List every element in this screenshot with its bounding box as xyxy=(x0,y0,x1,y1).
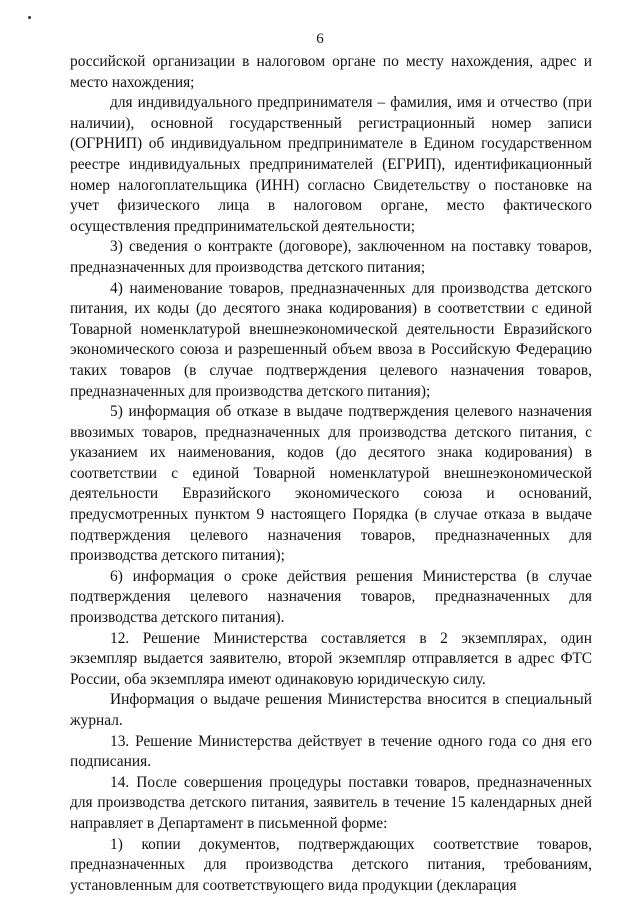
document-body xyxy=(70,52,592,896)
paragraph-clause-14-item-1: 1) копии документов, подтверждающих соответствие товаров, предназначенных для производства детского питания, требованиям, установленным для соответствующего вида продукции (декларация xyxy=(70,835,592,894)
paragraph-clause-13: 13. Решение Министерства действует в течение одного года со дня его подписания. xyxy=(70,732,592,771)
paragraph-clause-14: 14. После совершения процедуры поставки товаров, предназначенных для производства детского питания, заявитель в течение 15 календарных дней направляет в Департамент в письменной форме: xyxy=(70,773,592,832)
page-number: 6 xyxy=(316,31,324,47)
paragraph-item-3: 3) сведения о контракте (договоре), заключенном на поставку товаров, предназначенных для производства детского питания; xyxy=(70,238,592,276)
paragraph-item-4: 4) наименование товаров, предназначенных для производства детского питания, их коды (до десятого знака кодирования) в соответствии с единой Товарной номенклатурой внешнеэкономической деятельности Евразийского экономического союза и разрешенный объем ввоза в Российскую Федерацию таких товаров (в случае подтверждения целевого назначения товаров, предназначенных для производства детского питания); xyxy=(70,279,592,400)
paragraph-item-5: 5) информация об отказе в выдаче подтверждения целевого назначения ввозимых товаров, предназначенных для производства детского питания, с указанием их наименования, кодов (до десятого знака кодирования) в соответствии с единой Товарной номенклатурой внешнеэкономической деятельности Евразийского экономического союза и оснований, предусмотренных пунктом 9 настоящего Порядка (в случае отказа в выдаче подтверждения целевого назначения товаров, предназначенных для производства детского питания); xyxy=(70,403,592,565)
paragraph-clause-12: 12. Решение Министерства составляется в 2 экземплярах, один экземпляр выдается заявителю, второй экземпляр отправляется в адрес ФТС России, оба экземпляра имеют одинаковую юридическую силу. xyxy=(70,629,592,688)
paragraph-item-6: 6) информация о сроке действия решения Министерства (в случае подтверждения целевого назначения товаров, предназначенных для производства детского питания). xyxy=(70,567,592,627)
paragraph-journal-info: Информация о выдаче решения Министерства вносится в специальный журнал. xyxy=(70,691,592,729)
paragraph-continuation: российской организации в налоговом органе по месту нахождения, адрес и место нахождения; xyxy=(70,53,592,91)
scan-dot xyxy=(28,16,31,19)
paragraph-individual-entrepreneur: для индивидуального предпринимателя – фамилия, имя и отчество (при наличии), основной государственный регистрационный номер записи (ОГРНИП) об индивидуальном предпринимателе в Едином государственном реестре индивидуальных предпринимателей (ЕГРИП), идентификационный номер налогоплательщика (ИНН) согласно Свидетельству о постановке на учет физического лица в налоговом органе, место фактического осуществления предпринимательской деятельности; xyxy=(70,94,592,235)
